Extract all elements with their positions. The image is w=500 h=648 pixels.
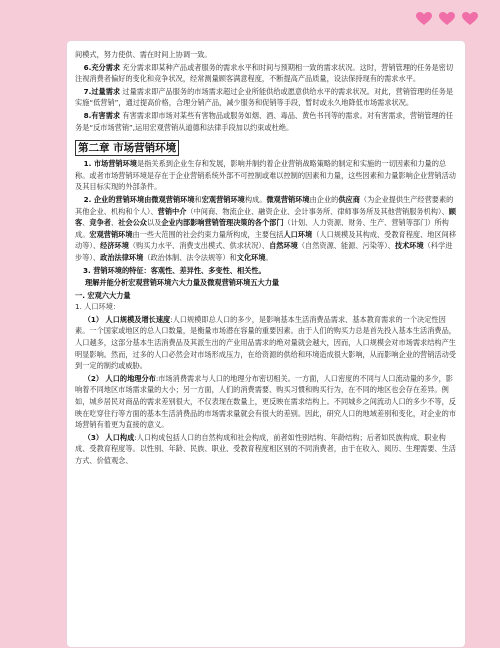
chapter-heading: 第二章 市场营销环境 [75,140,179,156]
decorative-hearts [416,12,478,26]
heart-icon [462,12,478,26]
heart-icon [416,12,432,26]
term: 7.过量需求 [83,86,121,96]
term: 8.有害需求 [83,110,121,120]
subsection-heading: 1. 人口环境： [75,302,121,312]
list-item-population-structure: （3） 人口构成:人口构成包括人口的自然构成和社会构成，前者如性别结构、年龄结构；后者如民族构成、职业构成、受教育程度等。以性别、年龄、民族、职业、受教育程度相区别的不同消费者，由于在收入、阅历、生理需要、生活方式、价值观念、 [75,432,456,465]
list-item-population-distribution: （2） 人口的地理分布:市场消费需求与人口的地理分布密切相关。一方面，人口密度的不同与人口流动量的多少，影响着不同地区市场需求量的大小；另一方面，人们的消费需要、购买习惯和购买行为，在不同的地区也会存在差异。例如，城乡居民对商品的需求差别很大，不仅表现在数量上，更反映在需求结构上。不同城乡之间流动人口的多少不等，反映在吃穿住行等方面的基本生活消费品的市场需求量就会有很大的差别。因此，研究人口的地域差别和变化，对企业的市场营销有着更为直接的意义。 [75,373,456,430]
heart-icon [439,12,455,26]
env-features: 3. 营销环境的特征：客观性、差异性、多变性、相关性。 [83,265,266,275]
paragraph-env-definition: 1. 市场营销环境是指关系到企业生存和发展，影响并制约着企业营销战略策略的制定和实施的一切因素和力量的总称。或者市场营销环境是存在于企业营销系统外部不可控制或难以控制的因素和力量，这些因素和力量影响企业营销活动及其目标实现的外部条件。 [75,159,456,192]
paragraph-env-composition: 2. 企业的营销环境由微观营销环境和宏观营销环境构成。微观营销环境由企业的供应商（为企业提供生产经营要素的其他企业、机构和个人）、营销中介（中间商、物流企业、融资企业、会计事务所、律师事务所及其他营销服务机构）、顾客、竞争者、社会公众以及企业内部影响营销管理决策的各个部门（计划、人力资源、财务、生产、营销等部门）所构成。宏观营销环境由一些大范围的社会约束力量所构成，主要包括人口环境（人口规模及其构成、受教育程度、地区间移动等）、经济环境（购买力水平、消费支出模式、供求状况）、自然环境（自然资源、能源、污染等）、技术环境（科学进步等）、政治法律环境（政治体制、法令法规等）和文化环境。 [75,194,457,262]
section-heading: 理解并能分析宏观营销环境六大力量及微观营销环境五大力量 [85,278,280,288]
section-heading: 一. 宏观六大力量 [75,290,131,300]
term: 6.充分需求 [83,62,121,72]
paragraph: 间模式，努力使供、需在时间上协调一致。 [75,50,212,59]
paragraph-harmful-demand: 8.有害需求 有害需求即市场对某些有害物品或服务如烟、酒、毒品、黄色书刊等的需求。对有害需求，营销管理的任务是“反市场营销”,运用宏观营销从道德和法律手段加以约束或杜绝。 [75,110,454,132]
document-page [66,40,466,648]
list-item-population-size: （1） 人口规模及增长速度:人口规模即总人口的多少，是影响基本生活消费品需求、基本教育需求的一个决定性因素。一个国家或地区的总人口数量，是衡量市场潜在容量的重要因素。由于人们的购买力总是首先投入基本生活消费品，人口越多，这部分基本生活消费品及其派生出的产业用品需求的绝对量就会越大，因而，人口规模会对市场需求结构产生明显影响。然而，过多的人口必然会对市场形成压力，在给资源的供给和环境造成很大影响，从而影响企业的营销活动受到一定的制约或威胁。 [75,314,456,371]
paragraph-excess-demand: 7.过量需求 过量需求即产品服务的市场需求超过企业所能供给或愿意供给水平的需求状况。对此，营销管理的任务是实施“低营销”，通过提高价格，合理分销产品，减少服务和促销等手段，暂时或永久地降低市场需求状况。 [75,86,454,108]
term: 1. 市场营销环境 [83,159,137,169]
paragraph-full-demand: 6.充分需求 充分需求即某种产品或者服务的需求水平和时间与预期相一致的需求状况。这时，营销管理的任务是密切注视消费者偏好的变化和竞争状况，经常测量顾客满意程度，不断提高产品质量，设法保持现有的需求水平。 [75,62,454,84]
